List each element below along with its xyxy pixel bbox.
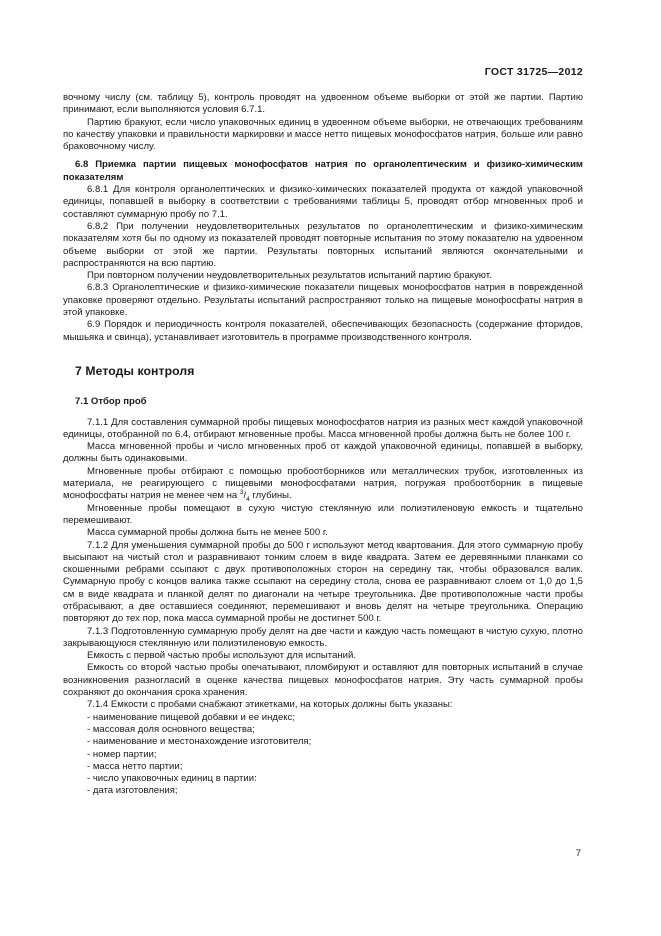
paragraph-7-1-2: 7.1.2 Для уменьшения суммарной пробы до 500 г используют метод квартования. Для этого суммарную пробу высыпают на чистый стол и разравнивают тонким слоем в виде квадрата. Затем ее деревянными планками со скошенными ребрами ссыпают с двух противоположных сторон на середину так, чтобы образовался валик. Суммарную пробу с концов валика также ссыпают на середину стола, снова ее разравнивают слоем от 1,0 до 1,5 см в виде квадрата и планкой делят по диагонали на четыре треугольника. Две противоположные части пробы отбрасывают, а две оставшиеся соединяют, перемешивают и вновь делят на четыре треугольника. Операцию повторяют до тех пор, пока масса суммарной пробы не достигнет 500 г. xyxy=(63,539,583,625)
page-number: 7 xyxy=(575,848,581,859)
paragraph: Партию бракуют, если число упаковочных единиц в удвоенном объеме выборки, не отвечающих требованиям по качеству упаковки и правильности маркировки и массе нетто пищевых монофосфатов натрия, больше или равно браковочному числу. xyxy=(63,116,583,153)
paragraph-text: глубины. xyxy=(249,490,292,502)
paragraph-7-1-4: 7.1.4 Емкости с пробами снабжают этикетками, на которых должны быть указаны: xyxy=(87,699,453,711)
paragraph: Масса мгновенной пробы и число мгновенных проб от каждой упаковочной единицы, попавшей в выборку, должны быть одинаковыми. xyxy=(63,441,583,465)
list-item: - число упаковочных единиц в партии: xyxy=(87,773,257,785)
fraction-numerator: 3 xyxy=(239,489,244,497)
paragraph-text: Мгновенные пробы отбирают с помощью пробоотборников или металлических трубок, изготовленных из материала, не реагирующего с пищевыми монофосфатами натрия, погружая пробоотборник в пищевые монофосфаты натрия не менее чем на xyxy=(63,465,583,502)
subsection-heading-7-1: 7.1 Отбор проб xyxy=(75,396,147,408)
paragraph: Мгновенные пробы помещают в сухую чистую стеклянную или полиэтиленовую емкость и тщательно перемешивают. xyxy=(63,502,583,526)
document-body xyxy=(63,92,583,798)
subsection-heading-6-8: 6.8 Приемка партии пищевых монофосфатов натрия по органолептическим и физико-химическим показателям xyxy=(63,159,583,183)
document-header-code: ГОСТ 31725—2012 xyxy=(484,66,583,78)
paragraph-6-8-3: 6.8.3 Органолептические и физико-химические показатели пищевых монофосфатов натрия в поврежденной упаковке проверяют отдельно. Результаты испытаний распространяют только на пищевые монофосфаты натрия в этой упаковке. xyxy=(63,282,583,319)
paragraph-6-9: 6.9 Порядок и периодичность контроля показателей, обеспечивающих безопасность (содержание фторидов, мышьяка и свинца), устанавливает изготовитель в программе производственного контроля. xyxy=(63,319,583,343)
paragraph: Емкость со второй частью пробы опечатывают, пломбируют и оставляют для повторных испытаний в случае возникновения разногласий в оценке качества пищевых монофосфатов натрия. Эту часть суммарной пробы сохраняют до окончания срока хранения. xyxy=(63,662,583,699)
fraction-denominator: 4 xyxy=(246,496,250,504)
paragraph-7-1-3: 7.1.3 Подготовленную суммарную пробу делят на две части и каждую часть помещают в чистую сухую, плотно закрывающуюся стеклянную или полиэтиленовую емкость. xyxy=(63,625,583,649)
section-heading-7: 7 Методы контроля xyxy=(75,363,195,378)
paragraph: вочному числу (см. таблицу 5), контроль проводят на удвоенном объеме выборки от этой же партии. Партию принимают, если выполняются условия 6.7.1. xyxy=(63,92,583,116)
paragraph-6-8-1: 6.8.1 Для контроля органолептических и физико-химических показателей продукта от каждой упаковочной единицы, попавшей в выборку в соответствии с требованиями таблицы 5, проводят отбор мгновенных проб и составляют суммарную пробу по 7.1. xyxy=(63,184,583,220)
list-item: - дата изготовления; xyxy=(87,785,178,797)
list-item: - номер партии; xyxy=(87,748,157,760)
paragraph-7-1-1: 7.1.1 Для составления суммарной пробы пищевых монофосфатов натрия из разных мест каждой упаковочной единицы, отобранной по 6.4, отбирают мгновенные пробы. Масса мгновенной пробы должна быть не более 100 г. xyxy=(63,416,583,440)
paragraph-with-fraction: Мгновенные пробы отбирают с помощью пробоотборников или металлических трубок, изготовленных из материала, не реагирующего с пищевыми монофосфатами натрия, погружая пробоотборник в пищевые монофосфаты натрия не менее чем на $^3/_4$ глубины. xyxy=(63,465,583,504)
list-item: - наименование и местонахождение изготовителя; xyxy=(87,736,312,748)
paragraph: При повторном получении неудовлетворительных результатов испытаний партию бракуют. xyxy=(87,270,492,282)
list-item: - массовая доля основного вещества; xyxy=(87,723,255,735)
paragraph: Масса суммарной пробы должна быть не менее 500 г. xyxy=(87,527,328,539)
list-item: - наименование пищевой добавки и ее индекс; xyxy=(87,711,295,723)
paragraph-6-8-2: 6.8.2 При получении неудовлетворительных результатов по органолептическим и физико-химическим показателям хотя бы по одному из показателей проводят повторные испытания по этому показателю на удвоенном объеме выборки от этой же партии. Результаты повторных испытаний являются окончательными и распространяются на всю партию. xyxy=(63,220,583,269)
paragraph: Емкость с первой частью пробы используют для испытаний. xyxy=(87,650,356,662)
list-item: - масса нетто партии; xyxy=(87,760,183,772)
